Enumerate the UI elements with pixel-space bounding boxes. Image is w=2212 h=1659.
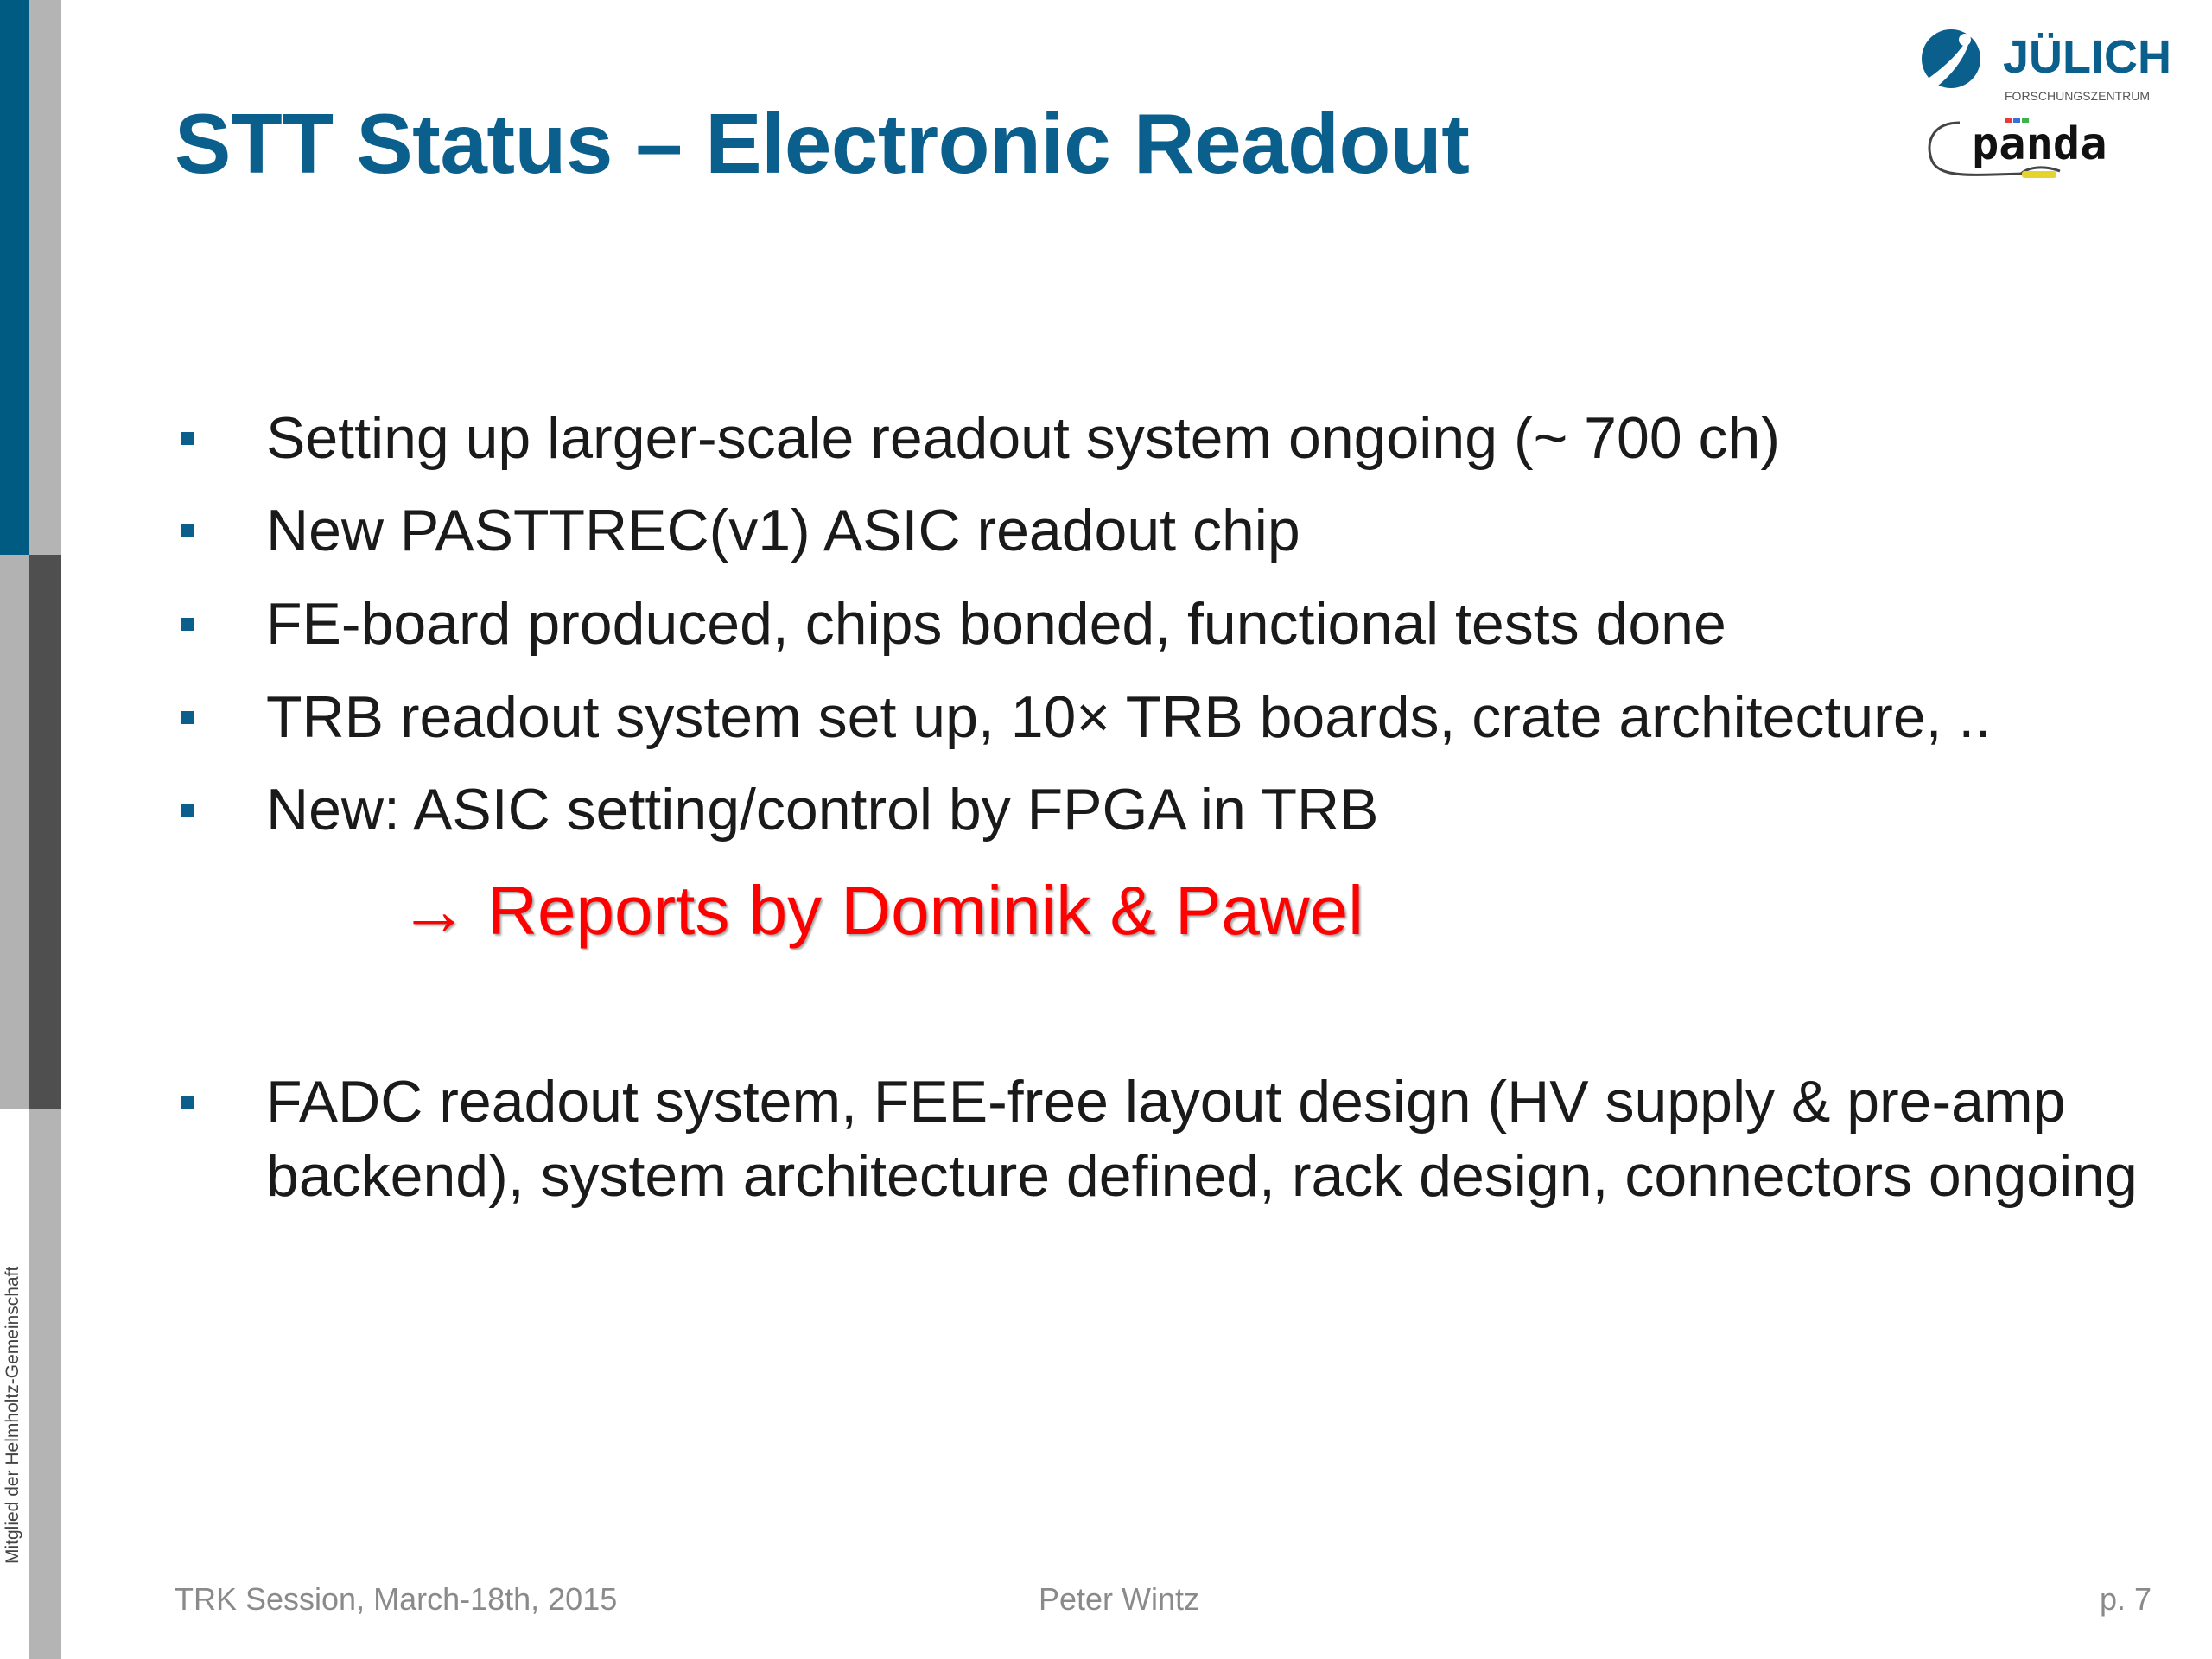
bullet-square-icon xyxy=(181,618,194,631)
helmholtz-member-text: Mitglied der Helmholtz-Gemeinschaft xyxy=(3,1266,22,1564)
bullet-text: FADC readout system, FEE-free layout design (HV supply & pre-amp backend), system architecture defined, rack design, connectors ongoing xyxy=(266,1069,2138,1209)
bullet-square-icon xyxy=(181,432,194,445)
bullet-square-icon xyxy=(181,711,194,724)
footer-author: Peter Wintz xyxy=(1039,1581,1200,1617)
bullet-square-icon xyxy=(181,804,194,817)
slide-title: STT Status – Electronic Readout xyxy=(175,96,1470,191)
panda-name: panda xyxy=(1972,118,2107,170)
bullet-square-icon xyxy=(181,524,194,537)
bullet-text: Setting up larger-scale readout system ongoing (~ 700 ch) xyxy=(266,405,1780,471)
bullet-square-icon xyxy=(181,1096,194,1109)
footer-page-number: p. 7 xyxy=(2100,1581,2152,1617)
juelich-name: JÜLICH xyxy=(2003,31,2172,83)
footer-session: TRK Session, March-18th, 2015 xyxy=(175,1581,618,1617)
bullet-text: FE-board produced, chips bonded, functional tests done xyxy=(266,591,1726,657)
reports-highlight: → Reports by Dominik & Pawel xyxy=(399,872,1363,949)
bullet-text: TRB readout system set up, 10× TRB boards, crate architecture, .. xyxy=(266,684,1992,750)
bullet-text: New: ASIC setting/control by FPGA in TRB xyxy=(266,777,1379,842)
bullet-text: New PASTTREC(v1) ASIC readout chip xyxy=(266,498,1300,563)
juelich-subtitle: FORSCHUNGSZENTRUM xyxy=(2005,89,2150,103)
